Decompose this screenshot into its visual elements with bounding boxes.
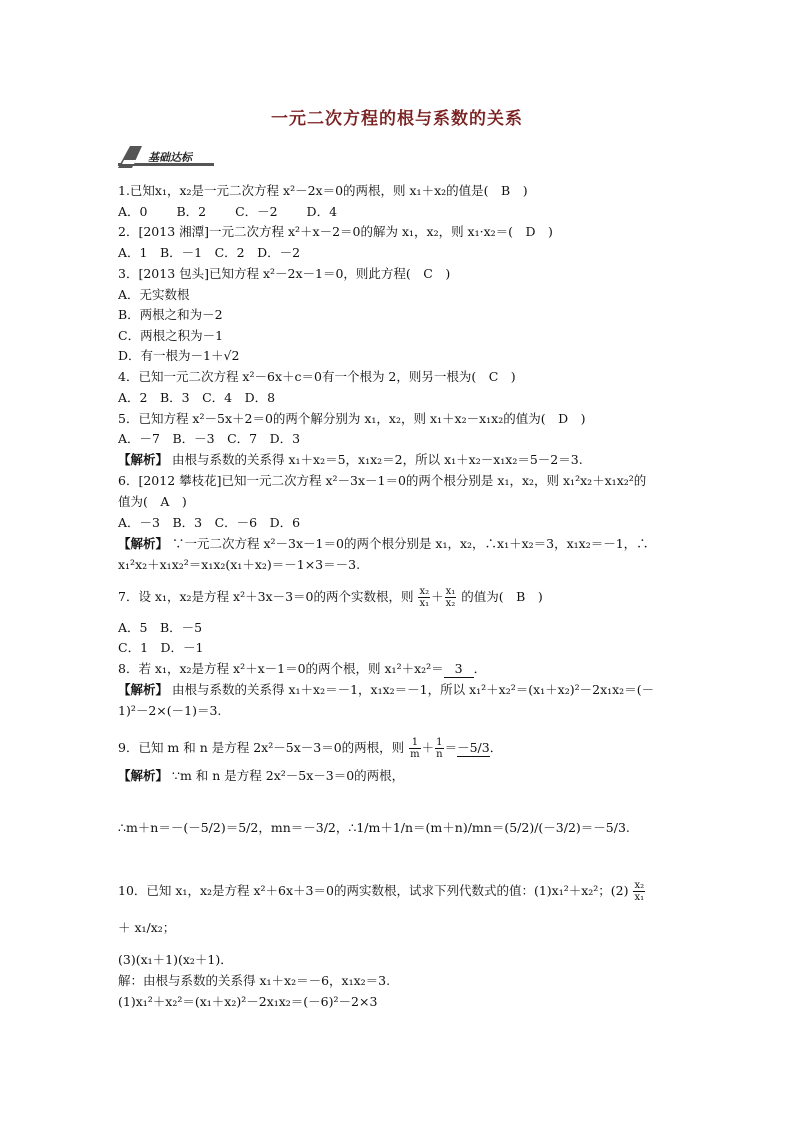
q4-options: A．2 B．3 C．4 D．8 xyxy=(118,390,276,405)
q1-stem: 1.已知x₁，x₂是一元二次方程 x²－2x＝0的两根，则 x₁＋x₂的值是( B ) xyxy=(118,183,528,198)
q6-solution xyxy=(118,536,649,552)
q8-solution xyxy=(118,682,654,698)
analysis-tag: 【解析】 xyxy=(118,452,169,467)
analysis-tag: 【解析】 xyxy=(118,536,169,551)
q5-options: A．－7 B．－3 C．7 D．3 xyxy=(118,431,301,446)
q5-stem: 5．已知方程 x²－5x＋2＝0的两个解分别为 x₁，x₂，则 x₁＋x₂－x₁x₂的值为( D ) xyxy=(118,411,586,426)
q7-fraction-2: $\frac{\text{x₁}}{\text{x₂}}$ xyxy=(445,586,456,609)
q9-solution-cont: ∴m＋n＝－(－5/2)＝5/2，mn＝－3/2，∴1/m＋1/n＝(m＋n)/mn＝(5/2)/(－3/2)＝－5/3. xyxy=(118,820,630,835)
q7-fraction-1: $\frac{\text{x₂}}{\text{x₁}}$ xyxy=(419,586,430,609)
q8-answer: 3 xyxy=(444,661,474,678)
q10-solution: 解：由根与系数的关系得 x₁＋x₂＝－6，x₁x₂＝3. xyxy=(118,973,391,988)
q8-stem-text: 8．若 x₁，x₂是方程 x²＋x－1＝0的两个根，则 x₁²＋x₂²＝ xyxy=(118,661,444,676)
section-badge xyxy=(118,146,214,168)
q9-stem-text: 9．已知 m 和 n 是方程 2x²－5x－3＝0的两根，则 xyxy=(118,740,405,755)
q9-stem: 9．已知 m 和 n 是方程 2x²－5x－3＝0的两根，则 $\frac{1}{m}$ ＋ $\frac{1}{n}$ ＝－5/3． xyxy=(118,737,503,760)
q10-stem xyxy=(118,880,646,903)
analysis-tag: 【解析】 xyxy=(118,682,169,697)
q10-part3: (3)(x₁＋1)(x₂＋1)． xyxy=(118,952,233,967)
q10-stem-cont: ＋ x₁/x₂； xyxy=(118,920,176,935)
q2-stem: 2．[2013 湘潭]一元二次方程 x²＋x－2＝0的解为 x₁，x₂，则 x₁·x₂＝( D ) xyxy=(118,224,553,239)
q7-stem: 7．设 x₁，x₂是方程 x²＋3x－3＝0的两个实数根，则 $\frac{\text{x₂}}{\text{x₁}}$ ＋ $\frac{\text{x₁}}{\text{x₂}}$ 的值为( B ) xyxy=(118,586,543,609)
q5-solution xyxy=(118,452,583,468)
q10-solution-1: (1)x₁²＋x₂²＝(x₁＋x₂)²－2x₁x₂＝(－6)²－2×3 xyxy=(118,994,378,1009)
q8-solution-cont: 1)²－2×(－1)＝3. xyxy=(118,703,222,718)
q6-solution-text: ∵一元二次方程 x²－3x－1＝0的两个根分别是 x₁，x₂，∴x₁＋x₂＝3，x₁x₂＝－1，∴ xyxy=(172,536,649,551)
q3-option-c: C．两根之积为－1 xyxy=(118,328,224,343)
q3-stem: 3．[2013 包头]已知方程 x²－2x－1＝0，则此方程( C ) xyxy=(118,266,451,281)
q9-answer: －5/3 xyxy=(457,740,490,755)
q7-stem-end: 的值为( B ) xyxy=(461,589,543,604)
q10-fraction-1: $\frac{\text{x₂}}{\text{x₁}}$ xyxy=(634,880,645,903)
page-title: 一元二次方程的根与系数的关系 xyxy=(271,109,523,129)
q8-stem: 8．若 x₁，x₂是方程 x²＋x－1＝0的两个根，则 x₁²＋x₂²＝ 3 ． xyxy=(118,661,487,676)
q7-options-1: A．5 B．－5 xyxy=(118,620,203,635)
q1-options: A．0 B．2 C．－2 D．4 xyxy=(118,204,338,219)
q8-solution-text: 由根与系数的关系得 x₁＋x₂＝－1，x₁x₂＝－1，所以 x₁²＋x₂²＝(x₁＋x₂)²－2x₁x₂＝(－ xyxy=(172,682,655,697)
q9-fraction-2: $\frac{1}{n}$ xyxy=(436,737,443,760)
q4-stem: 4．已知一元二次方程 x²－6x＋c＝0有一个根为 2，则另一根为( C ) xyxy=(118,369,516,384)
q7-options-2: C．1 D．－1 xyxy=(118,640,204,655)
q9-solution-text: ∵m 和 n 是方程 2x²－5x－3＝0的两根， xyxy=(172,768,405,783)
q9-fraction-1: $\frac{1}{m}$ xyxy=(410,737,420,760)
q10-stem-text: 10．已知 x₁，x₂是方程 x²＋6x＋3＝0的两实数根，试求下列代数式的值：(1)x₁²＋x₂²；(2) xyxy=(118,883,629,898)
q9-solution xyxy=(118,768,404,784)
q6-options: A．－3 B．3 C．－6 D．6 xyxy=(118,515,301,530)
q6-solution-cont: x₁²x₂＋x₁x₂²＝x₁x₂(x₁＋x₂)＝－1×3＝－3. xyxy=(118,557,361,572)
q6-stem: 6．[2012 攀枝花]已知一元二次方程 x²－3x－1＝0的两个根分别是 x₁，x₂，则 x₁²x₂＋x₁x₂²的 xyxy=(118,473,647,488)
q2-options: A．1 B．－1 C．2 D．－2 xyxy=(118,245,301,260)
q3-option-a: A．无实数根 xyxy=(118,287,190,302)
q3-option-b: B．两根之和为－2 xyxy=(118,307,223,322)
q3-option-d: D．有一根为－1＋√2 xyxy=(118,348,240,363)
analysis-tag: 【解析】 xyxy=(118,768,169,783)
section-badge-label: 基础达标 xyxy=(148,151,192,164)
q5-solution-text: 由根与系数的关系得 x₁＋x₂＝5，x₁x₂＝2，所以 x₁＋x₂－x₁x₂＝5－2＝3. xyxy=(172,452,583,467)
q7-stem-text: 7．设 x₁，x₂是方程 x²＋3x－3＝0的两个实数根，则 xyxy=(118,589,414,604)
q6-stem-cont: 值为( A ) xyxy=(118,494,187,509)
